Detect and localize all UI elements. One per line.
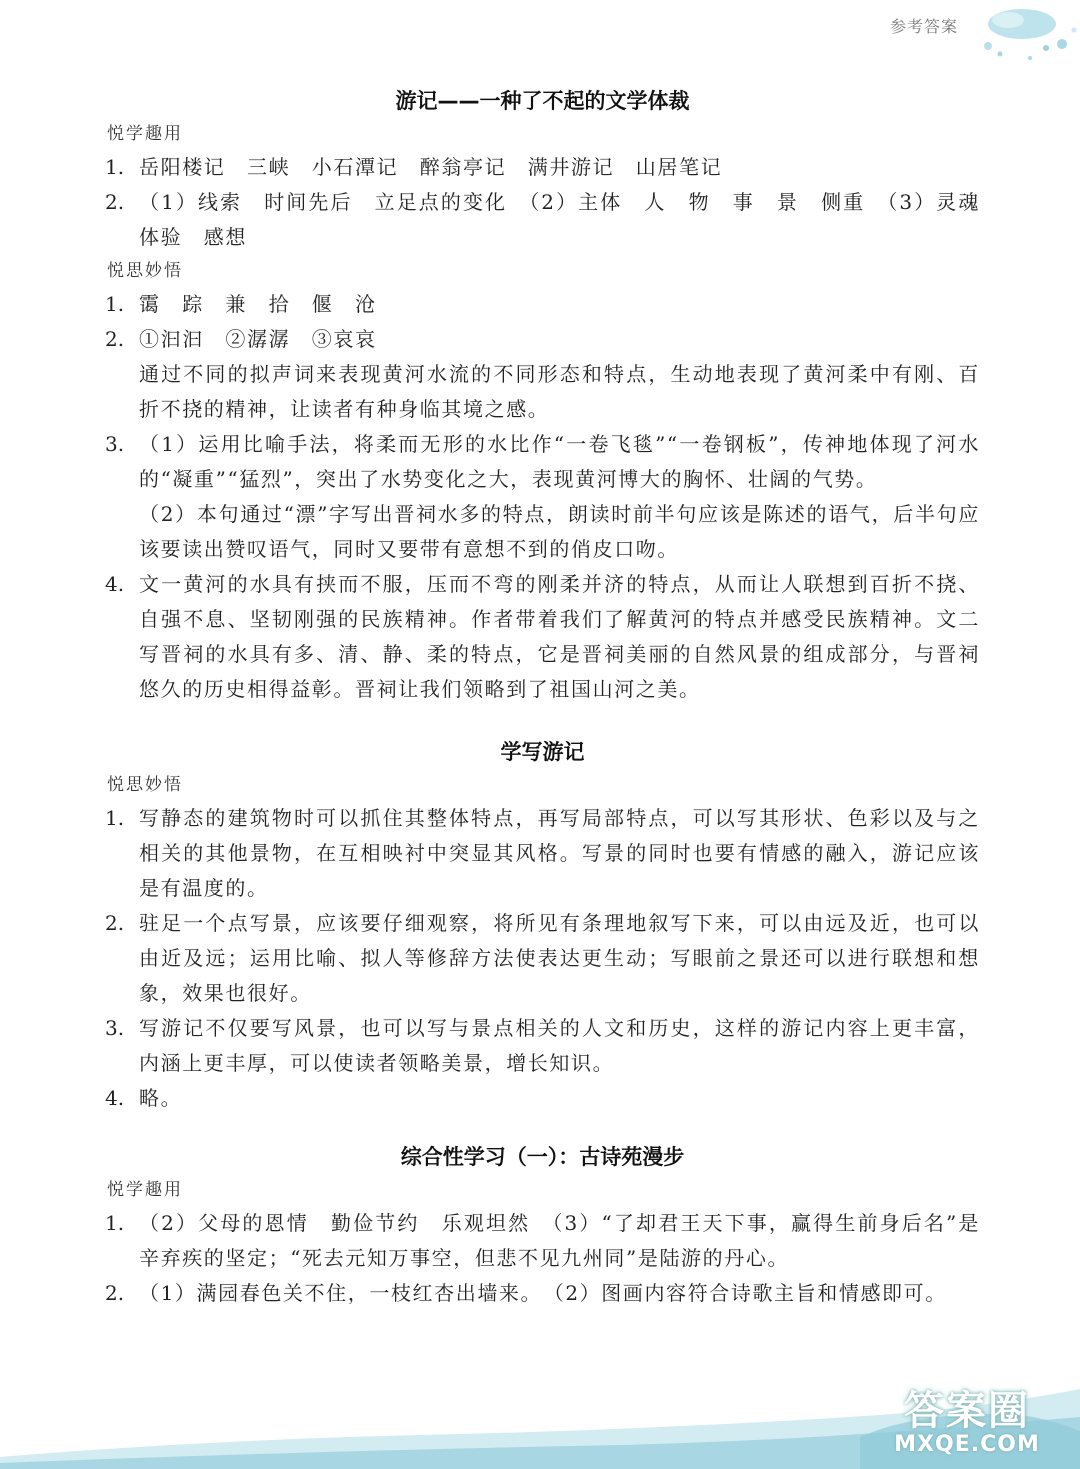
section-title: 游记——一种了不起的文学体裁 — [395, 89, 690, 113]
item-text: （1）运用比喻手法，将柔而无形的水比作“一卷飞毯”“一卷钢板”，传神地体现了河水的“凝重”“猛烈”，突出了水势变化之大，表现黄河博大的胸怀、壮阔的气势。 — [139, 432, 980, 491]
item-number: 2. — [105, 911, 125, 935]
item-text: （1）满园春色关不住，一枝红杏出墙来。 （2）图画内容符合诗歌主旨和情感即可。 — [139, 1281, 947, 1305]
item-number: 4. — [105, 1086, 125, 1110]
list-item — [105, 185, 1002, 255]
item-number: 2. — [105, 1281, 125, 1305]
item-text: ①汩汩 ②潺潺 ③哀哀 — [139, 327, 377, 351]
item-number: 1. — [105, 806, 125, 830]
list-item — [105, 906, 980, 1011]
item-text: （2）父母的恩情 勤俭节约 乐观坦然 （3）“了却君王天下事，赢得生前身后名”是辛弃疾的坚定；“死去元知万事空，但悲不见九州同”是陆游的丹心。 — [139, 1211, 980, 1270]
list-item — [105, 1276, 980, 1311]
section-youji — [105, 84, 1002, 707]
item-number: 1. — [105, 155, 125, 179]
list-item — [105, 322, 980, 357]
list-item — [105, 287, 980, 322]
list-item — [105, 1081, 980, 1116]
list-item — [105, 1206, 980, 1276]
item-continuation: （2）本句通过“漂”字写出晋祠水多的特点，朗读时前半句应该是陈述的语气，后半句应该要读出赞叹语气，同时又要带有意想不到的俏皮口吻。 — [139, 502, 980, 561]
item-text: 略。 — [139, 1086, 183, 1110]
watermark — [872, 1389, 1062, 1461]
list-item — [105, 427, 980, 497]
item-number: 4. — [105, 572, 125, 596]
sub-label: 悦学趣用 — [107, 124, 183, 144]
item-number: 3. — [105, 1016, 125, 1040]
answer-content — [105, 84, 1002, 1311]
header-label: 参考答案 — [889, 17, 958, 36]
item-number: 2. — [105, 190, 125, 214]
item-text: （1）线索 时间先后 立足点的变化 （2）主体 人 物 事 景 侧重 （3）灵魂 体验 感想 — [139, 190, 1002, 249]
item-text: 霭 踪 兼 拾 偃 沧 — [139, 292, 377, 316]
watermark-site: MXQE.COM — [894, 1432, 1040, 1457]
watermark-logo: 答案圈 — [904, 1388, 1030, 1434]
list-item — [105, 150, 980, 185]
list-item — [105, 1011, 980, 1081]
section-gushiyuan — [105, 1140, 980, 1311]
item-text: 文一黄河的水具有挟而不服，压而不弯的刚柔并济的特点，从而让人联想到百折不挠、自强不息、坚韧刚强的民族精神。作者带着我们了解黄河的特点并感受民族精神。文二写晋祠的水具有多、清、静、柔的特点，它是晋祠美丽的自然风景的组成部分，与晋祠悠久的历史相得益彰。晋祠让我们领略到了祖国山河之美。 — [139, 572, 980, 701]
item-number: 1. — [105, 1211, 125, 1235]
item-number: 1. — [105, 292, 125, 316]
item-text: 岳阳楼记 三峡 小石潭记 醉翁亭记 满井游记 山居笔记 — [139, 155, 723, 179]
sub-label: 悦思妙悟 — [107, 261, 183, 281]
list-item — [105, 567, 980, 707]
item-text: 写静态的建筑物时可以抓住其整体特点，再写局部特点，可以写其形状、色彩以及与之相关的其他景物，在互相映衬中突显其风格。写景的同时也要有情感的融入，游记应该是有温度的。 — [139, 806, 980, 900]
section-title: 学写游记 — [500, 740, 585, 764]
item-text: 写游记不仅要写风景，也可以写与景点相关的人文和历史，这样的游记内容上更丰富，内涵上更丰厚，可以使读者领略美景，增长知识。 — [139, 1016, 980, 1075]
item-text: 驻足一个点写景，应该要仔细观察，将所见有条理地叙写下来，可以由远及近，也可以由近及远；运用比喻、拟人等修辞方法使表达更生动；写眼前之景还可以进行联想和想象，效果也很好。 — [139, 911, 980, 1005]
item-continuation: 通过不同的拟声词来表现黄河水流的不同形态和特点，生动地表现了黄河柔中有刚、百折不挠的精神，让读者有种身临其境之感。 — [139, 362, 980, 421]
list-item — [105, 801, 980, 906]
section-title: 综合性学习（一）：古诗苑漫步 — [400, 1145, 685, 1169]
sub-label: 悦思妙悟 — [107, 775, 183, 795]
item-number: 2. — [105, 327, 125, 351]
item-number: 3. — [105, 432, 125, 456]
sub-label: 悦学趣用 — [107, 1180, 183, 1200]
section-xuexie-youji — [105, 735, 980, 1116]
